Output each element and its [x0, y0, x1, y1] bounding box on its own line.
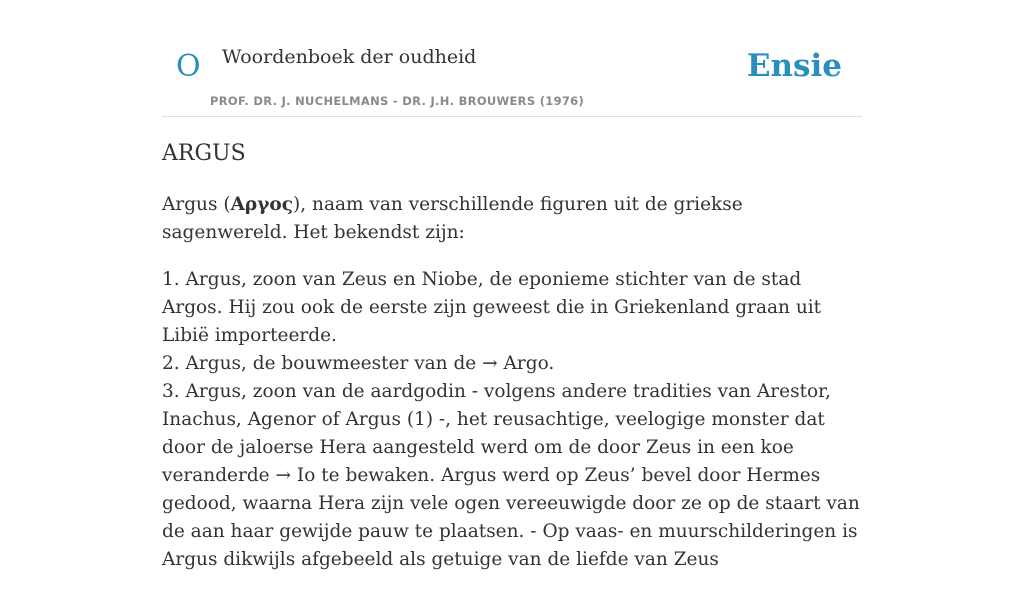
argo-link[interactable]: → Argo [482, 352, 549, 374]
list-item: 1. Argus, zoon van Zeus en Niobe, de eponieme stichter van de stad Argos. Hij zou ook de eerste zijn geweest die in Griekenland graan uit Libië importeerde. [162, 268, 822, 346]
item3-end: te bewaken. Argus werd op Zeus’ bevel door Hermes gedood, waarna Hera zijn vele ogen vereeuwigde door ze op de staart van de aan haar gewijde pauw te plaatsen. - Op vaas- en muurschilderingen is Argus dikwijls afgebeeld als getuige van de liefde van Zeus [162, 464, 860, 570]
dictionary-title[interactable]: Woordenboek der oudheid [222, 46, 477, 68]
item2-text: 2. Argus, de bouwmeester van de [162, 352, 483, 374]
dictionary-authors: PROF. DR. J. NUCHELMANS - DR. J.H. BROUWERS (1976) [210, 94, 585, 108]
entry-list [162, 266, 862, 574]
greek-name: Αργος [230, 193, 294, 215]
header [162, 0, 862, 117]
list-item [162, 378, 862, 574]
list-item [162, 350, 862, 378]
intro-text-after: ), naam van verschillende figuren uit de griekse sagenwereld. Het bekendst zijn: [162, 193, 743, 243]
intro-text-before: Argus ( [162, 193, 231, 215]
brand-logo[interactable]: Ensie [746, 48, 842, 84]
entry-article [162, 140, 862, 593]
header-letter: O [176, 49, 201, 84]
item2-end: . [548, 352, 555, 374]
item3-text: 3. Argus, zoon van de aardgodin - volgens andere tradities van Arestor, Inachus, Agenor of Argus (1) -, het reusachtige, veelogige monster dat door de jaloerse Hera aangesteld werd om de door Zeus in een koe veranderde [162, 380, 831, 486]
entry-title: ARGUS [162, 141, 246, 166]
entry-intro [162, 191, 862, 247]
io-link[interactable]: → Io [275, 464, 316, 486]
